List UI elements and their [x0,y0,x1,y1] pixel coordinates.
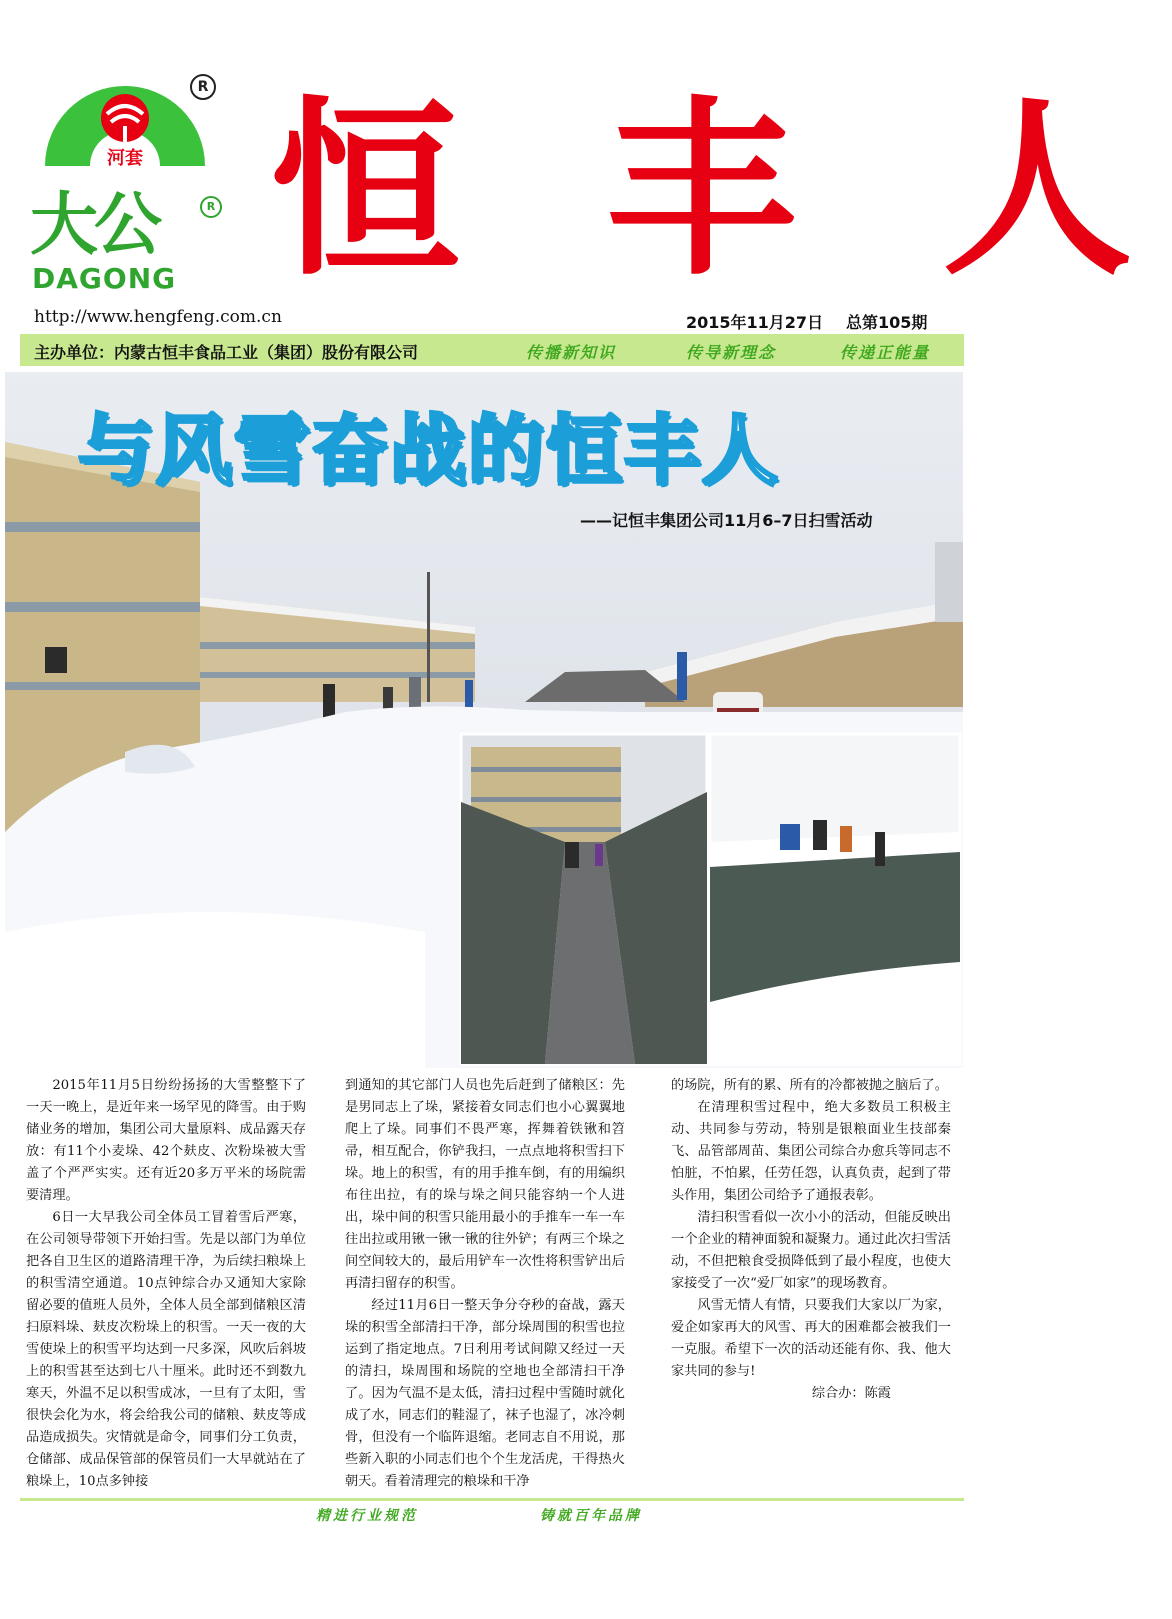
paragraph: 风雪无情人有情，只要我们大家以厂为家，爱企如家再大的风雪、再大的困难都会被我们一一克服。希望下一次的活动还能有你、我、他大家共同的参与! [671,1298,951,1379]
article-subhead: ——记恒丰集团公司11月6–7日扫雪活动 [580,511,873,530]
slogan-1: 传播新知识 [526,343,617,362]
newspaper-title: 恒 丰 人 [270,78,1172,301]
article-column-3 [671,1075,951,1405]
slogan-3: 传递正能量 [840,343,931,362]
brand-en: DAGONG [32,262,177,295]
registered-mark-icon: R [190,74,216,100]
issue-number: 总第105期 [846,313,928,332]
slogan-2: 传导新理念 [686,343,777,362]
footer-rule [20,1498,964,1501]
paragraph: 到通知的其它部门人员也先后赶到了储粮区：先是男同志上了垛，紧接着女同志们也小心翼翼地爬上了垛。同事们不畏严寒，挥舞着铁锹和笤帚，相互配合，你铲我扫，一点点地将积雪扫下垛。地上的积雪，有的用手推车倒，有的用编织布往出拉，有的垛与垛之间只能容纳一个人进出，垛中间的积雪只能用最小的手推车一车一车往出拉或用锹一锹一锹的往外铲；有两三个垛之间空间较大的，最后用铲车一次性将积雪铲出后再清扫留存的积雪。 [345,1078,625,1291]
issue-date: 2015年11月27日 [686,313,824,332]
article-signature: 综合办：陈霞 [811,1386,891,1401]
article-column-2 [345,1075,625,1493]
paragraph: 2015年11月5日纷纷扬扬的大雪整整下了一天一晚上，是近年来一场罕见的降雪。由于购储业务的增加，集团公司大量原料、成品露天存放：有11个小麦垛、42个麸皮、次粉垛被大雪盖了个严严实实。还有近20多万平米的场院需要清理。 [26,1078,306,1203]
paragraph: 经过11月6日一整天争分夺秒的奋战，露天垛的积雪全部清扫干净，部分垛周围的积雪也拉运到了指定地点。7日利用考试间隙又经过一天的清扫，垛周围和场院的空地也全部清扫干净了。因为气温不是太低，清扫过程中雪随时就化成了水，同志们的鞋湿了，袜子也湿了，冰冷刺骨，但没有一个临阵退缩。老同志自不用说，那些新入职的小同志们也个个生龙活虎，干得热火朝天。看着清理完的粮垛和干净 [345,1298,625,1489]
article-column-1 [26,1075,306,1493]
paragraph: 清扫积雪看似一次小小的活动，但能反映出一个企业的精神面貌和凝聚力。通过此次扫雪活动，不但把粮食受损降低到了最小程度，也使大家接受了一次“爱厂如家”的现场教育。 [671,1210,951,1291]
sponsor-text: 主办单位：内蒙古恒丰食品工业（集团）股份有限公司 [34,343,419,362]
logo-top-text: 河套 [107,148,143,169]
registered-mark-icon: R [200,196,222,218]
article-headline: 与风雪奋战的恒丰人 [78,406,780,495]
footer-slogan-2: 铸就百年品牌 [540,1508,642,1524]
paragraph: 的场院，所有的累、所有的冷都被抛之脑后了。 [671,1078,948,1093]
paragraph: 在清理积雪过程中，绝大多数员工积极主动、共同参与劳动，特别是银粮面业生技部秦飞、品管部周苗、集团公司综合办愈兵等同志不怕脏，不怕累，任劳任怨，认真负责，起到了带头作用，集团公司给予了通报表彰。 [671,1100,951,1203]
hetao-logo-icon [40,78,210,168]
footer-slogan-1: 精进行业规范 [316,1508,418,1524]
website-link[interactable]: http://www.hengfeng.com.cn [34,307,282,327]
paragraph: 6日一大早我公司全体员工冒着雪后严寒，在公司领导带领下开始扫雪。先是以部门为单位把各自卫生区的道路清理干净，为后续扫粮垛上的积雪清空通道。10点钟综合办又通知大家除留必要的值班人员外，全体人员全部到储粮区清扫原料垛、麸皮次粉垛上的积雪。一天一夜的大雪使垛上的积雪平均达到一尺多深，风吹后斜坡上的积雪甚至达到七八十厘米。此时还不到数九寒天，外温不足以积雪成冰，一旦有了太阳，雪很快会化为水，将会给我公司的储粮、麸皮等成品造成损失。灾情就是命令，同事们分工负责，仓储部、成品保管部的保管员们一大早就站在了粮垛上，10点多钟接 [26,1210,306,1489]
brand-cn: 大公 [30,186,159,265]
